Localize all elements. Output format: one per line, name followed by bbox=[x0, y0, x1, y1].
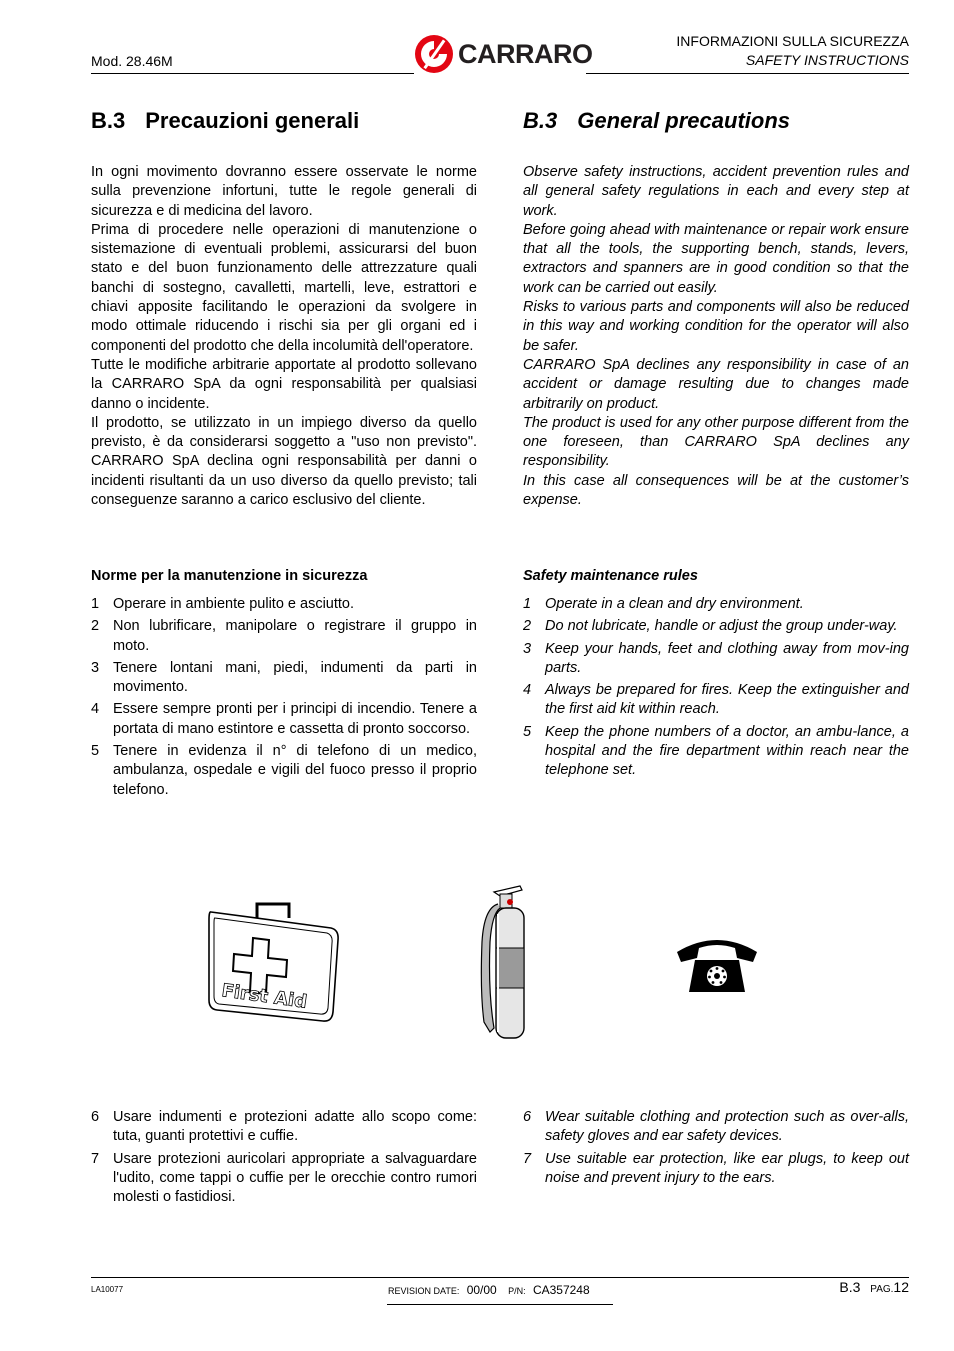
header-rule-right bbox=[586, 73, 909, 74]
heading-it-number: B.3 bbox=[91, 108, 126, 133]
fire-extinguisher-icon bbox=[470, 882, 532, 1042]
list-item: 1 Operate in a clean and dry environment. bbox=[523, 596, 804, 612]
telephone-icon bbox=[673, 934, 761, 994]
list-item: 4 Essere sempre pronti per i principi di incendio. Tenere a portata di mano estintore e cassetta di pronto soccorso. bbox=[91, 701, 477, 737]
list-item: 7 Use suitable ear protection, like ear plugs, to keep out noise and prevent injury to the ears. bbox=[523, 1150, 909, 1186]
paragraph: In ogni movimento dovranno essere osservate le norme sulla prevenzione infortuni, tutte le regole generali di sicurezza e di medicina del lavoro. bbox=[91, 164, 477, 219]
page-label: PAG. bbox=[870, 1284, 894, 1295]
list-item: 6 Wear suitable clothing and protection such as over-alls, safety gloves and ear safety devices. bbox=[523, 1109, 909, 1145]
list-item: 5 Tenere in evidenza il n° di telefono di un medico, ambulanza, ospedale e vigili del fuoco presso il proprio telefono. bbox=[91, 743, 477, 798]
section-title-en: SAFETY INSTRUCTIONS bbox=[745, 52, 909, 68]
paragraph: Il prodotto, se utilizzato in un impiego diverso da quello previsto, è da considerarsi soggetto a "uso non previsto". CARRARO SpA declina ogni responsabilità per danni o incidenti risultanti da un uso diverso da quello previsto; tali conseguenze saranno a carico esclusivo del cliente. bbox=[91, 414, 477, 509]
revision-value: 00/00 bbox=[466, 1283, 497, 1297]
pn-label: P/N: bbox=[508, 1286, 526, 1296]
footer-revision-rule bbox=[387, 1304, 613, 1305]
header-rule-left bbox=[91, 73, 414, 74]
list-item: 6 Usare indumenti e protezioni adatte allo scopo come: tuta, guanti protettivi e cuffie. bbox=[91, 1109, 477, 1145]
rules-list-en bbox=[523, 595, 909, 781]
rules-title-it: Norme per la manutenzione in sicurezza bbox=[91, 568, 368, 584]
revision-label: REVISION DATE: bbox=[388, 1286, 460, 1296]
paragraph: Tutte le modifiche arbitrarie apportate al prodotto sollevano la CARRARO SpA da ogni responsabilità per qualsiasi danno o incidente. bbox=[91, 356, 477, 412]
list-item: 5 Keep the phone numbers of a doctor, an ambu-lance, a hospital and the fire department within reach near the telephone set. bbox=[523, 723, 909, 779]
paragraph: In this case all consequences will be at the customer’s expense. bbox=[523, 472, 909, 509]
page-number bbox=[839, 1279, 909, 1295]
list-item: 3 Keep your hands, feet and clothing away from mov-ing parts. bbox=[523, 640, 909, 676]
first-aid-kit-icon bbox=[205, 900, 345, 1028]
revision-info bbox=[388, 1283, 590, 1297]
list-item: 2 Do not lubricate, handle or adjust the group under-way. bbox=[523, 618, 898, 635]
list-item: 3 Tenere lontani mani, piedi, indumenti da parti in movimento. bbox=[91, 659, 477, 696]
body-it bbox=[91, 163, 477, 510]
rules-title-en: Safety maintenance rules bbox=[523, 568, 698, 584]
document-code: LA10077 bbox=[91, 1285, 124, 1294]
list-item: 4 Always be prepared for fires. Keep the extinguisher and the first aid kit within reach. bbox=[523, 682, 909, 718]
list-item: 7 Usare protezioni auricolari appropriate a salvaguardare l'udito, come tappi o cuffie per le orecchie contro rumori molesti o fastidiosi. bbox=[91, 1150, 477, 1206]
section-ref: B.3 bbox=[839, 1279, 861, 1295]
list-item: 1 Operare in ambiente pulito e asciutto. bbox=[91, 596, 354, 612]
model-label: Mod. 28.46M bbox=[91, 53, 173, 69]
page-value: 12 bbox=[893, 1279, 909, 1295]
paragraph: Observe safety instructions, accident prevention rules and all general safety regulations in each and every step at work. bbox=[523, 164, 909, 219]
heading-en-number: B.3 bbox=[523, 108, 558, 133]
body-en bbox=[523, 163, 909, 510]
paragraph: Before going ahead with maintenance or repair work ensure that all the tools, the supporting bench, stands, levers, extractors and spanners are in good condition so that the work can be carried out easily. bbox=[523, 221, 909, 296]
brand-name: CARRARO bbox=[458, 38, 593, 69]
rules-list-it-continued bbox=[91, 1108, 477, 1207]
paragraph: CARRARO SpA declines any responsibility in case of an accident or damage resulting due to changes made arbitrarily on product. bbox=[523, 356, 909, 412]
paragraph: Risks to various parts and components will also be reduced in this way and working condition for the operator will also be safer. bbox=[523, 299, 909, 354]
carraro-logo bbox=[414, 34, 593, 74]
pn-value: CA357248 bbox=[532, 1283, 590, 1297]
heading-en bbox=[523, 108, 790, 134]
heading-it-text: Precauzioni generali bbox=[145, 108, 360, 133]
heading-it bbox=[91, 108, 359, 134]
paragraph: Prima di procedere nelle operazioni di manutenzione o sistemazione di eventuali problemi, assicurarsi del buon stato e del buon funzionamento delle attrezzature quali banchi di sostegno, cavalletti, martelli, leve, estrattori e chiavi apposite facilitando le operazioni da svolgere in modo ottimale riducendo i rischi sia per gli organi ed i componenti del prodotto che della incolumità dell'operatore. bbox=[91, 221, 477, 354]
first-aid-label: First Aid bbox=[220, 980, 309, 1013]
paragraph: The product is used for any other purpose different from the one foreseen, than CARRARO SpA declines any responsibility. bbox=[523, 414, 909, 470]
rules-list-it bbox=[91, 595, 477, 800]
heading-en-text: General precautions bbox=[577, 108, 790, 133]
rules-list-en-continued bbox=[523, 1108, 909, 1188]
section-title-it: INFORMAZIONI SULLA SICUREZZA bbox=[676, 33, 909, 49]
carraro-logo-icon bbox=[414, 34, 454, 74]
footer-rule bbox=[91, 1277, 909, 1278]
list-item: 2 Non lubrificare, manipolare o registrare il gruppo in moto. bbox=[91, 618, 477, 654]
